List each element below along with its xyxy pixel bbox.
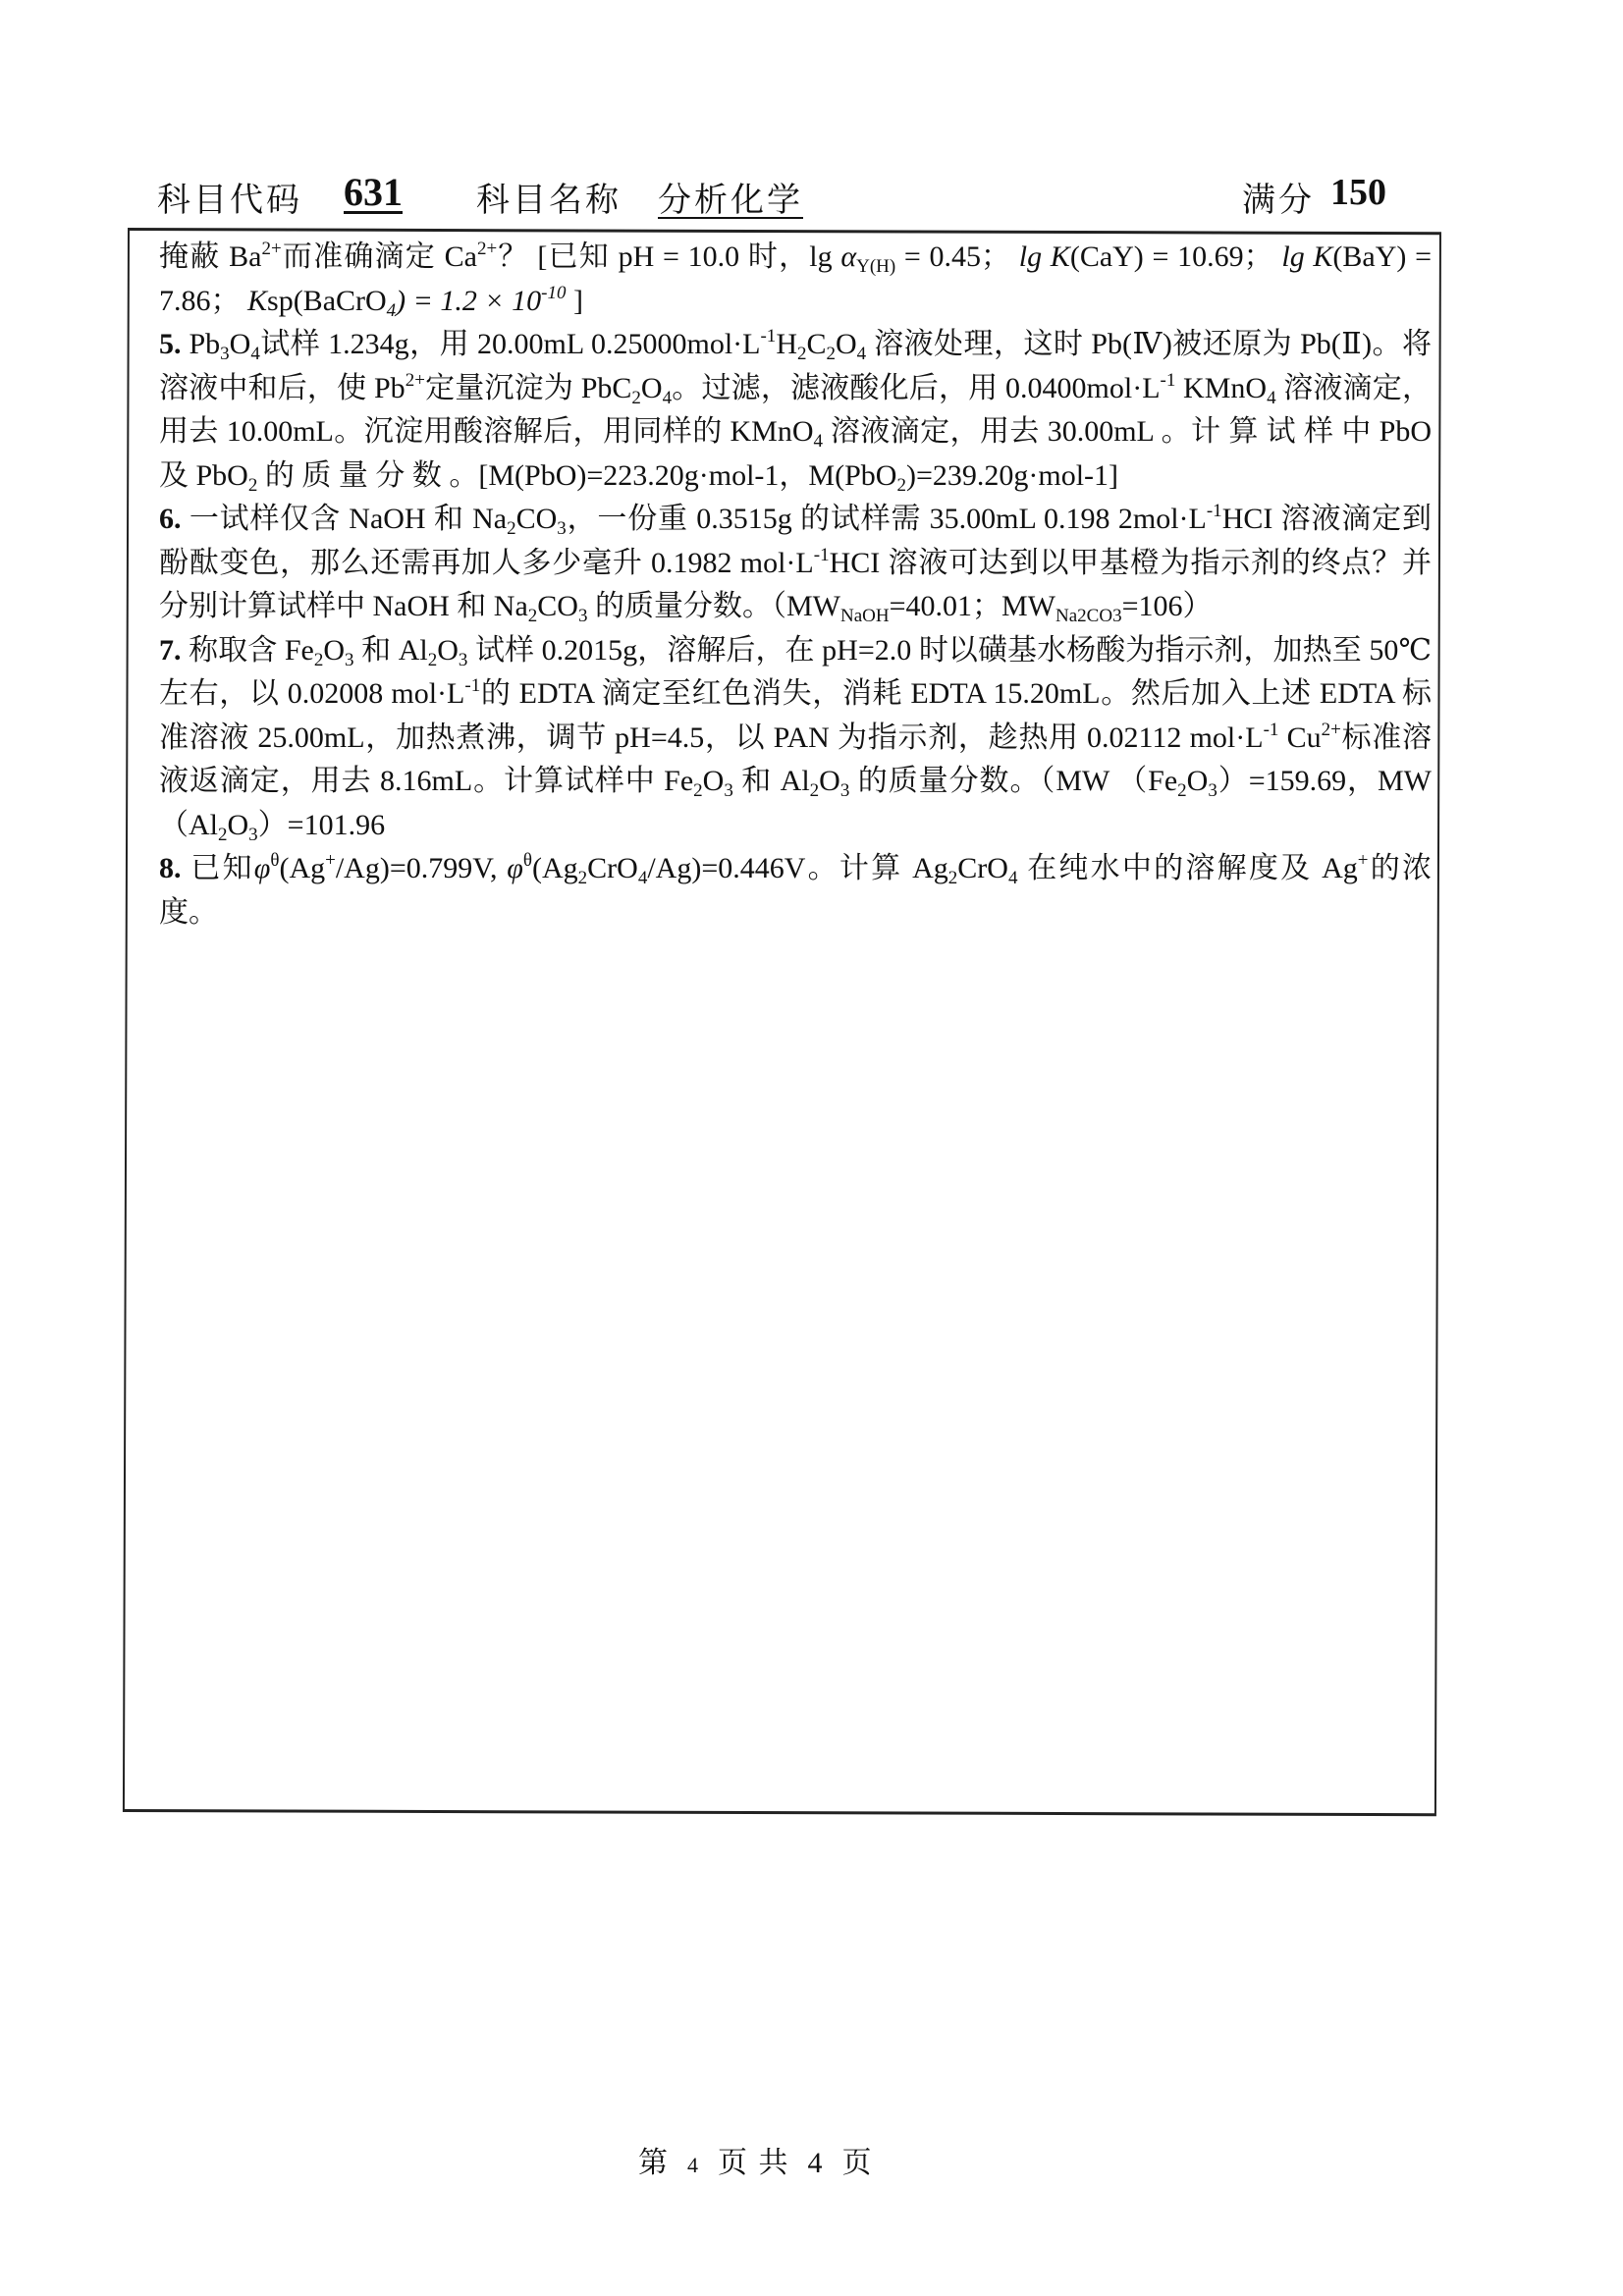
page-current: 4 (687, 2153, 700, 2177)
question-5: 5. $Pb_3O_4$试样 1.234g，用 20.00mL $0.25000mol\cdot L^{-1}H_2C_2O_4$ 溶液处理，这时 Pb(Ⅳ)被还原为 Pb(Ⅱ)。将溶液中和后，使 $Pb^{2+}$定量沉淀为 $PbC_2O_4$。过滤，滤液酸化后，用 $0.0400mol\cdot L^{-1}$ KMnO$_4$ 溶液滴定，用去 10.00mL。沉淀用酸溶解后，用同样的 KMnO$_4$ 溶液滴定，用去 30.00mL 。计 算 试 样 中 PbO 及 PbO$_2$ 的 质 量 分 数 。[M(PbO)=223.20g·mol-1，M(PbO$_2$)=239.20g·mol-1] (159, 326, 1432, 496)
question-6: 6. 一试样仅含 NaOH 和 $Na_2CO_3$，一份重 0.3515g 的试样需 35.00mL 0.198 $2mol\cdot L^{-1}HCI$ 溶液滴定到酚酞变色，那么还需再加人多少毫升 0.1982 $mol\cdot L^{-1}HCI$ 溶液可达到以甲基橙为指示剂的终点？并分别计算试样中 NaOH 和 $Na_2CO_3$ 的质量分数。（$MW_{NaOH}=40.01$；$MW_{Na2CO3}=106$） (159, 501, 1432, 626)
full-score-label: 满分 (1242, 183, 1315, 219)
page-prefix: 第 (638, 2147, 670, 2179)
full-score: 150 (1330, 172, 1386, 213)
question-8: 8. 已知$\varphi^\theta(Ag^+/Ag)=0.799V$, $\varphi^\theta(Ag_2CrO_4/Ag)=0.446V$。计算 $Ag_2CrO_4$ 在纯水中的溶解度及 Ag+的浓度。 (159, 850, 1432, 929)
question-number: 6. (159, 503, 182, 535)
question-4-continued: 掩蔽 $Ba^{2+}$而准确滴定 $Ca^{2+}$？ [已知 pH = 10.0 时，$\lg \alpha_{Y(H)} = 0.45$； lg K(CaY) = 10.69； lg K(BaY) = 7.86； Ksp(BaCrO$_4$) = $1.2 \times 10^{-10}$ ] (159, 239, 1433, 321)
subject-code-label: 科目代码 (157, 183, 302, 219)
page-total: 4 (807, 2147, 825, 2179)
question-number: 8. (159, 852, 182, 884)
page-footer (638, 2138, 892, 2181)
question-number: 7. (159, 633, 182, 667)
subject-name: 分析化学 (658, 183, 803, 219)
page-mid: 页 共 (718, 2147, 790, 2179)
question-number: 5. (159, 328, 182, 360)
page-suffix: 页 (841, 2147, 874, 2179)
question-7: 7. 称取含 $Fe_2O_3$ 和 $Al_2O_3$ 试样 0.2015g，溶解后，在 pH=2.0 时以磺基水杨酸为指示剂，加热至 50℃左右，以 0.02008 $mol\cdot L^{-1}$的 EDTA 滴定至红色消失，消耗 EDTA 15.20mL。然后加入上述 EDTA 标准溶液 25.00mL，加热煮沸，调节 pH=4.5，以 PAN 为指示剂，趁热用 0.02112 $mol\cdot L^{-1}$ $Cu^{2+}$标准溶液返滴定，用去 8.16mL。计算试样中 $Fe_2O_3$ 和 $Al_2O_3$ 的质量分数。（MW $(Fe_2O_3)=159.69$，MW $(Al_2O_3)=101.96$ (159, 633, 1433, 845)
subject-name-label: 科目名称 (476, 183, 622, 219)
subject-code: 631 (344, 170, 403, 214)
question-content (159, 236, 1432, 934)
exam-header (157, 170, 1394, 222)
